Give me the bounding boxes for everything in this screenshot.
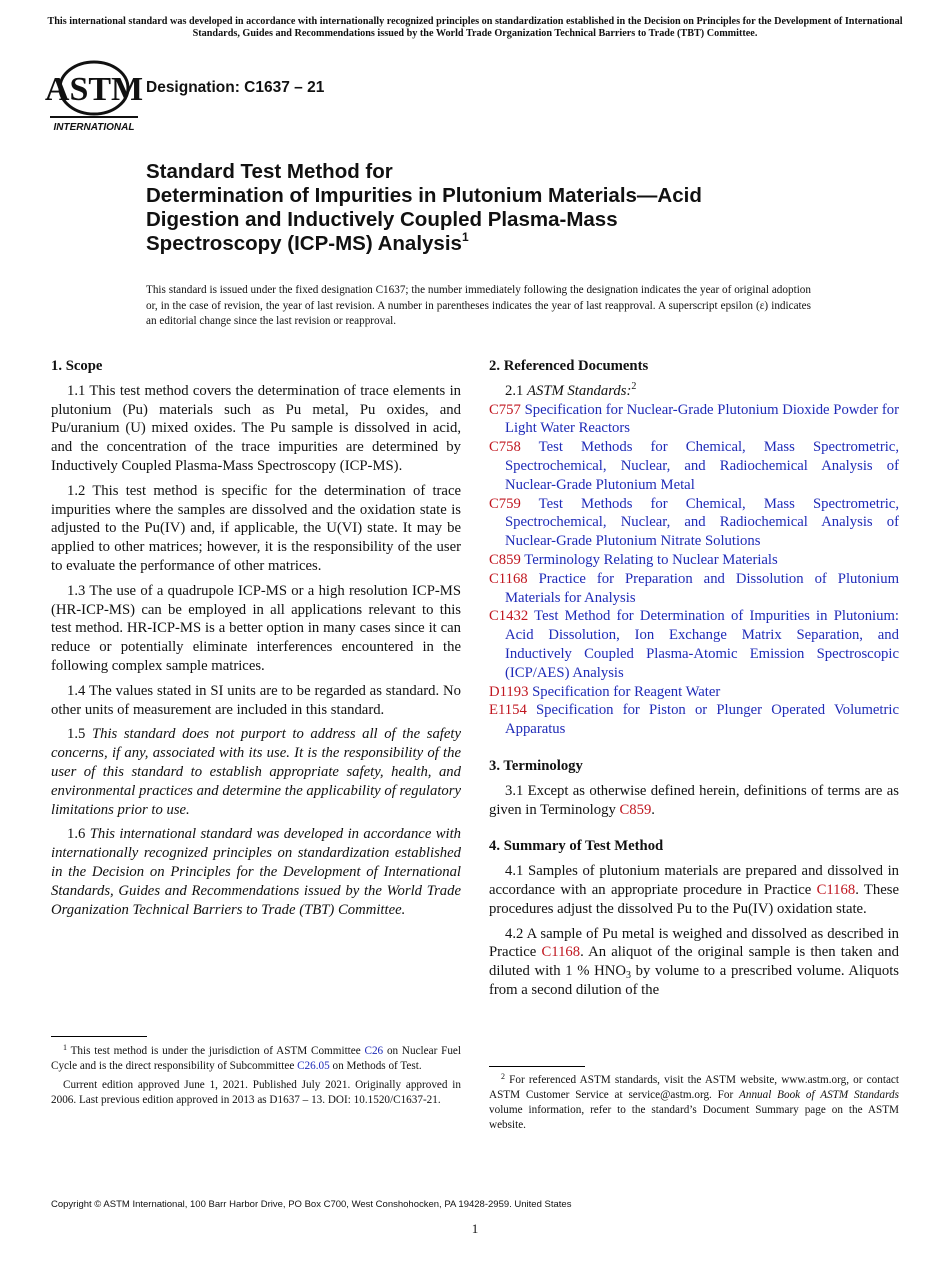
paragraph-text: 4.1 Samples of plutonium materials are prepared and dissolved in accordance with an appropriate procedure in Practice [489, 863, 899, 898]
paragraph-text: . [651, 801, 655, 818]
paragraph-number: 2.1 [505, 382, 524, 399]
reference-item[interactable] [489, 495, 899, 551]
paragraph-4-2 [489, 925, 899, 1000]
referenced-intro [489, 382, 899, 401]
title-line-3: Digestion and Inductively Coupled Plasma-Mass [146, 208, 618, 231]
astm-logo [44, 58, 144, 134]
top-notice: This international standard was developed in accordance with internationally recognized principles on standardization established in the Decision on Principles for the Development of International Standards, Guides and Recommendations issued by the World Trade Organization Technical Barriers to Trade (TBT) Committee. [47, 16, 903, 39]
logo-wordmark: ASTM [44, 71, 144, 108]
reference-title-link[interactable]: Test Methods for Chemical, Mass Spectrometric, Spectrochemical, Nuclear, and Radiochemical Analysis of Nuclear-Grade Plutonium Nitrate Solutions [505, 495, 899, 550]
paragraph-number: 1.6 [67, 826, 86, 843]
section-heading-summary: 4. Summary of Test Method [489, 838, 664, 855]
footnote-mark: 2 [631, 380, 637, 392]
title-line-1: Standard Test Method for [146, 160, 393, 183]
reference-title-link[interactable]: Specification for Nuclear-Grade Plutonium Dioxide Powder for Light Water Reactors [505, 401, 899, 437]
reference-code-link[interactable]: C859 [489, 551, 521, 568]
reference-item[interactable] [489, 683, 899, 702]
reference-item[interactable] [489, 570, 899, 608]
designation: Designation: C1637 – 21 [146, 79, 325, 96]
right-column [489, 357, 899, 1006]
footnotes-left [51, 1044, 461, 1112]
footnote-rule [51, 1036, 147, 1037]
logo-subtext: INTERNATIONAL [53, 122, 135, 133]
reference-code-link[interactable]: C759 [489, 495, 521, 512]
paragraph-1-6 [51, 825, 461, 919]
paragraph-text: by volume to a prescribed volume. Aliquots from a second dilution of the [489, 963, 899, 998]
footnote-text: This test method is under the jurisdiction of ASTM Committee [67, 1045, 365, 1057]
paragraph-1-4: 1.4 The values stated in SI units are to be regarded as standard. No other units of measurement are included in this standard. [51, 682, 461, 718]
reference-item[interactable] [489, 438, 899, 494]
paragraph-text: . These procedures adjust the dissolved Pu to the Pu(IV) oxidation state. [489, 881, 899, 917]
paragraph-1-2: 1.2 This test method is specific for the determination of trace impurities where the samples are dissolved and the oxidation state is adjusted to the Pu(IV) and, if applicable, the U(VI) state. It may be applied to other matrices; however, it is the responsibility of the user to evaluate the performance of other matrices. [51, 482, 461, 574]
paragraph-text: 3.1 Except as otherwise defined herein, definitions of terms are as given in Terminology [489, 782, 899, 818]
paragraph-4-1 [489, 862, 899, 918]
paragraph-text: This international standard was developed in accordance with internationally recognized principles on standardization established in the Decision on Principles for the Development of International Standards, Guides and Recommendations issued by the World Trade Organization Technical Barriers to Trade (TBT) Committee. [51, 826, 461, 918]
reference-title-link[interactable]: Practice for Preparation and Dissolution of Plutonium Materials for Analysis [505, 570, 900, 606]
astm-standards-label: ASTM Standards: [527, 382, 632, 399]
footnote-rule [489, 1066, 585, 1067]
footnote-text: For referenced ASTM standards, visit the ASTM website, www.astm.org, or contact ASTM Customer Service at service@astm.org. For [489, 1074, 899, 1101]
footnote-mark: 2 [501, 1072, 505, 1081]
footnote-edition: Current edition approved June 1, 2021. Published July 2021. Originally approved in 2006. Last previous edition approved in 2013 as D1637 – 13. DOI: 10.1520/C1637-21. [51, 1079, 461, 1106]
section-heading-scope: 1. Scope [51, 358, 103, 374]
committee-c26-link[interactable]: C26 [364, 1045, 384, 1057]
reference-code-link[interactable]: D1193 [489, 683, 529, 700]
paragraph-3-1 [489, 782, 899, 820]
reference-title-link[interactable]: Specification for Reagent Water [532, 683, 721, 700]
section-heading-terminology: 3. Terminology [489, 757, 583, 774]
title-footnote-mark: 1 [461, 230, 469, 244]
title-line-4-text: Spectroscopy (ICP-MS) Analysis [146, 232, 462, 255]
reference-code-link[interactable]: C758 [489, 439, 521, 456]
annual-book-title: Annual Book of ASTM Standards [739, 1089, 899, 1101]
reference-code-link[interactable]: E1154 [489, 702, 527, 719]
paragraph-number: 1.5 [67, 726, 86, 743]
c859-link[interactable]: C859 [619, 801, 652, 818]
title-line-2: Determination of Impurities in Plutonium Materials—Acid [146, 184, 702, 207]
footnote-mark: 1 [63, 1043, 67, 1052]
reference-title-link[interactable]: Terminology Relating to Nuclear Materials [524, 551, 778, 568]
reference-item[interactable] [489, 551, 899, 570]
reference-title-link[interactable]: Test Method for Determination of Impurities in Plutonium: Acid Dissolution, Ion Exchange Matrix Separation, and Inductively Coupled Plasma-Atomic Emission Spectroscopic (ICP/AES) Analysis [505, 608, 899, 681]
reference-code-link[interactable]: C757 [489, 401, 521, 418]
page-number: 1 [471, 1221, 479, 1236]
reference-code-link[interactable]: C1168 [489, 570, 528, 587]
footnote-text: on Nuclear Fuel Cycle and is the direct responsibility of Subcommittee [51, 1045, 461, 1072]
subscript: 3 [625, 970, 631, 982]
title-line-4 [146, 232, 846, 256]
paragraph-text: . An aliquot of the original sample is then taken and diluted with 1 % HNO [489, 944, 899, 980]
subcommittee-c26-05-link[interactable]: C26.05 [297, 1060, 330, 1072]
issued-under-note: This standard is issued under the fixed designation C1637; the number immediately following the designation indicates the year of original adoption or, in the case of revision, the year of last revision. A number in parentheses indicates the year of last reapproval. A superscript epsilon (ε) indicates an editorial change since the last revision or reapproval. [146, 284, 811, 327]
footnote-text: volume information, refer to the standard’s Document Summary page on the ASTM website. [489, 1104, 899, 1131]
reference-code-link[interactable]: C1432 [489, 608, 529, 625]
reference-title-link[interactable]: Test Methods for Chemical, Mass Spectrometric, Spectrochemical, Nuclear, and Radiochemical Analysis of Nuclear-Grade Plutonium Metal [505, 439, 899, 493]
paragraph-text: This standard does not purport to address all of the safety concerns, if any, associated with its use. It is the responsibility of the user of this standard to establish appropriate safety, health, and environmental practices and determine the applicability of regulatory limitations prior to use. [51, 726, 461, 818]
paragraph-1-1: 1.1 This test method covers the determination of trace elements in plutonium (Pu) materials such as Pu metal, Pu oxides, and Pu/uranium (U) mixed oxides. The Pu sample is dissolved in acid, and the concentration of the trace impurities are determined by Inductively Coupled Plasma-Mass Spectroscopy (ICP-MS). [51, 382, 461, 474]
reference-item[interactable] [489, 401, 899, 439]
section-heading-referenced-documents: 2. Referenced Documents [489, 358, 649, 374]
footnotes-right [489, 1073, 899, 1137]
c1168-link[interactable]: C1168 [816, 881, 856, 898]
paragraph-1-3: 1.3 The use of a quadrupole ICP-MS or a high resolution ICP-MS (HR-ICP-MS) can be employed in all applications relevant to this test method. HR-ICP-MS is a better option in many cases since it can reduce or potentially eliminate interferences encountered in the following complex sample matrices. [51, 582, 461, 674]
copyright-line: Copyright © ASTM International, 100 Barr Harbor Drive, PO Box C700, West Conshohocken, PA 19428-2959. United States [51, 1199, 572, 1210]
c1168-link[interactable]: C1168 [541, 944, 581, 961]
document-title [146, 160, 846, 256]
left-column [51, 357, 461, 925]
reference-title-link[interactable]: Specification for Piston or Plunger Operated Volumetric Apparatus [505, 702, 900, 738]
referenced-documents-list [489, 382, 899, 739]
footnote-2 [489, 1073, 899, 1133]
footnote-text: on Methods of Test. [329, 1060, 422, 1072]
reference-item[interactable] [489, 701, 899, 739]
reference-item[interactable] [489, 607, 899, 682]
paragraph-1-5 [51, 725, 461, 819]
footnote-1 [51, 1044, 461, 1074]
paragraph-text: 4.2 A sample of Pu metal is weighed and dissolved as described in Practice [489, 925, 899, 961]
